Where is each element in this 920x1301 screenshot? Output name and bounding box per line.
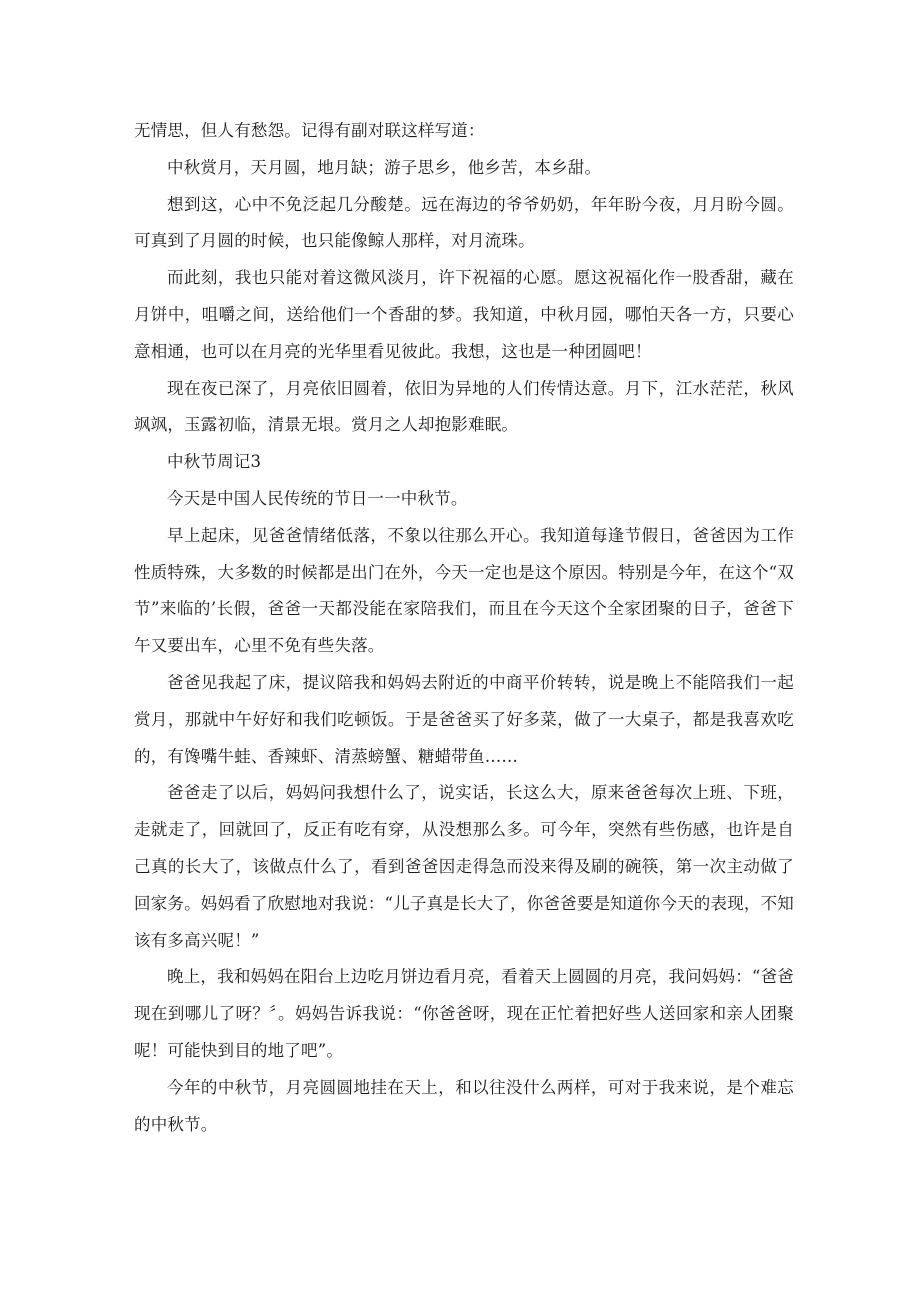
paragraph-8: 早上起床，见爸爸情绪低落，不象以往那么开心。我知道每逢节假日，爸爸因为工作性质特殊，大多数的时候都是出门在外，今天一定也是这个原因。特别是今年，在这个“双节”来临的’长假，爸爸一天都没能在家陪我们，而且在今天这个全家团聚的日子，爸爸下午又要出车，心里不免有些失落。 — [134, 525, 794, 656]
paragraph-2: 中秋赏月，天月圆，地月缺；游子思乡，他乡苦，本乡甜。 — [167, 157, 602, 177]
paragraph-3: 想到这，心中不免泛起几分酸楚。远在海边的爷爷奶奶，年年盼今夜，月月盼今圆。可真到了月圆的时候，也只能像鲸人那样，对月流珠。 — [134, 194, 794, 251]
paragraph-9: 爸爸见我起了床，提议陪我和妈妈去附近的中商平价转转，说是晚上不能陪我们一起赏月，那就中午好好和我们吃顿饭。于是爸爸买了好多菜，做了一大桌子，都是我喜欢吃的，有馋嘴牛蛙、香辣虾、清蒸螃蟹、糖蜡带鱼…… — [134, 672, 794, 766]
paragraph-1: 无情思，但人有愁怨。记得有副对联这样写道： — [134, 121, 485, 140]
paragraph-7: 今天是中国人民传统的节日一一中秋节。 — [167, 488, 468, 508]
section-heading: 中秋节周记3 — [167, 452, 262, 472]
paragraph-12: 今年的中秋节，月亮圆圆地挂在天上，和以往没什么两样，可对于我来说，是个难忘的中秋节。 — [134, 1077, 794, 1134]
paragraph-11: 晚上，我和妈妈在阳台上边吃月饼边看月亮，看着天上圆圆的月亮，我问妈妈：“爸爸现在到哪儿了呀？〞。妈妈告诉我说：“你爸爸呀，现在正忙着把好些人送回家和亲人团聚呢！可能快到目的地了吧”。 — [134, 967, 794, 1060]
paragraph-10: 爸爸走了以后，妈妈问我想什么了，说实话，长这么大，原来爸爸每次上班、下班，走就走了，回就回了，反正有吃有穿，从没想那么多。可今年，突然有些伤感，也许是自己真的长大了，该做点什么了，看到爸爸因走得急而没来得及刷的碗筷，第一次主动做了回家务。妈妈看了欣慰地对我说：“儿子真是长大了，你爸爸要是知道你今天的表现，不知该有多高兴呢！” — [134, 783, 794, 950]
paragraph-4: 而此刻，我也只能对着这微风淡月，许下祝福的心愿。愿这祝福化作一股香甜，藏在月饼中，咀嚼之间，送给他们一个香甜的梦。我知道，中秋月园，哪怕天各一方，只要心意相通，也可以在月亮的光华里看见彼此。我想，这也是一种团圆吧！ — [134, 268, 794, 361]
document-body — [134, 113, 794, 1143]
paragraph-5: 现在夜已深了，月亮依旧圆着，依旧为异地的人们传情达意。月下，江水茫茫，秋风飒飒，玉露初临，清景无垠。赏月之人却抱影难眠。 — [134, 378, 794, 435]
